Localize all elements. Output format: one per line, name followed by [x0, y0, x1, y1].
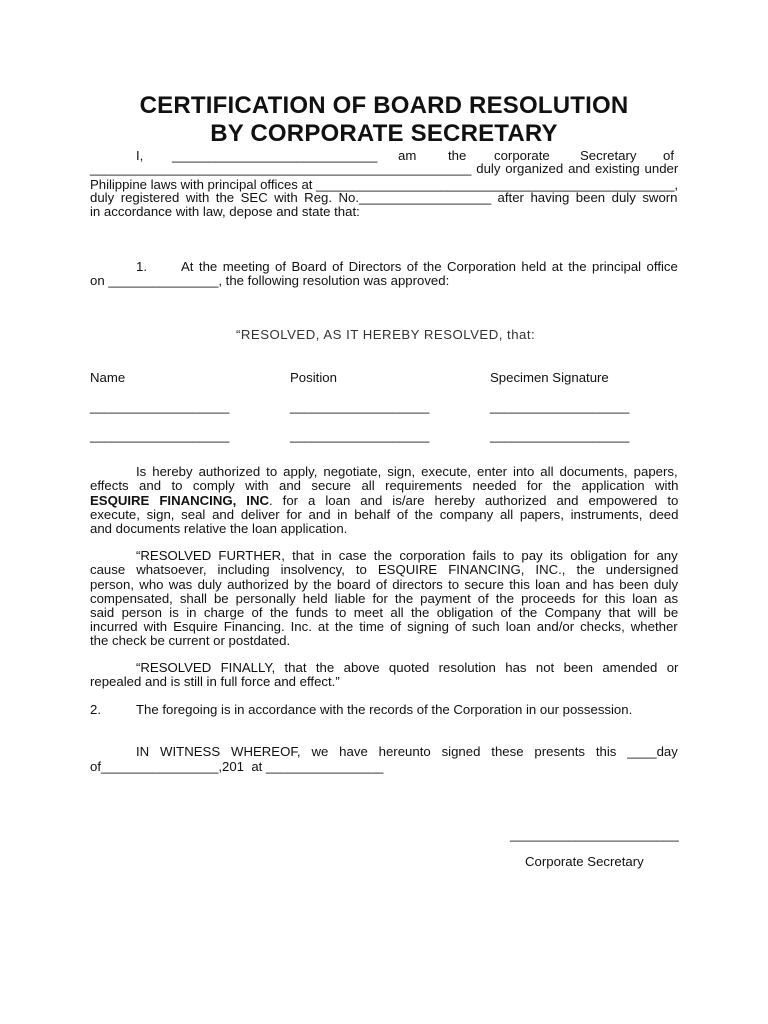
further-line-3: person, who was duly authorized by the board of directors to secure this loan and has been duly [90, 577, 679, 592]
intro-word-the: the [448, 148, 467, 163]
finally-line-2: repealed and is still in full force and effect.” [90, 674, 340, 689]
column-header-name: Name [90, 370, 126, 385]
intro-pronoun: I, [136, 148, 144, 163]
further-line-6: incurred with Esquire Financing. Inc. at the time of signing of such loan and/or checks, whether [90, 619, 678, 634]
intro-word-of: of [663, 148, 674, 163]
resolved-heading: “RESOLVED, AS IT HEREBY RESOLVED, that: [236, 327, 536, 342]
item-2-text: The foregoing is in accordance with the records of the Corporation in our possession. [136, 702, 633, 717]
item-1-number: 1. [136, 259, 147, 274]
intro-line-5: in accordance with law, depose and state that: [90, 204, 360, 219]
intro-line-2: ____________________________________________________ duly organized and existing under [90, 161, 679, 176]
position-blank-1: ___________________ [290, 399, 430, 414]
intro-word-corporate: corporate [494, 148, 550, 163]
further-line-4: compensated, shall be personally held liable for the payment of the proceeds for this loan as [90, 591, 679, 606]
intro-line-4: duly registered with the SEC with Reg. No.__________________ after having been duly sworn [90, 190, 678, 205]
signature-label: Corporate Secretary [525, 854, 644, 869]
intro-line-3: Philippine laws with principal offices at _________________________________________________, [90, 177, 679, 192]
further-line-2: cause whatsoever, including insolvency, to ESQUIRE FINANCING, INC., the undersigned [90, 562, 679, 577]
finally-line-1: “RESOLVED FINALLY, that the above quoted resolution has not been amended or [136, 660, 679, 675]
item-2-number: 2. [90, 702, 101, 717]
position-blank-2: ___________________ [290, 428, 430, 443]
item-1-line-1: At the meeting of Board of Directors of the Corporation held at the principal office [181, 259, 678, 274]
item-1-line-2: on _______________, the following resolution was approved: [90, 273, 450, 288]
document-title-line1: CERTIFICATION OF BOARD RESOLUTION [139, 92, 629, 119]
authorization-line-2: effects and to comply with and secure all requirements needed for the application with [90, 478, 679, 493]
further-line-1: “RESOLVED FURTHER, that in case the corporation fails to pay its obligation for any [136, 548, 678, 563]
further-line-7: the check be current or postdated. [90, 633, 291, 648]
authorization-line-4: execute, sign, seal and deliver for and in behalf of the company all papers, instruments, deed [90, 507, 679, 522]
intro-word-secretary: Secretary [580, 148, 637, 163]
authorization-line-1: Is hereby authorized to apply, negotiate, sign, execute, enter into all documents, papers, [136, 464, 678, 479]
lender-name: ESQUIRE FINANCING, INC [90, 493, 269, 508]
document-title-line2: BY CORPORATE SECRETARY [210, 120, 558, 147]
authorization-line-3: ESQUIRE FINANCING, INC. for a loan and is/are hereby authorized and empowered to [90, 493, 679, 508]
witness-line-1: IN WITNESS WHEREOF, we have hereunto signed these presents this ____day [136, 744, 678, 759]
secretary-name-blank: ____________________________ [172, 148, 378, 163]
intro-word-am: am [398, 148, 417, 163]
signature-blank-2: ___________________ [490, 428, 630, 443]
name-blank-1: ___________________ [90, 399, 230, 414]
column-header-signature: Specimen Signature [490, 370, 609, 385]
authorization-line-5: and documents relative the loan application. [90, 521, 348, 536]
column-header-position: Position [290, 370, 337, 385]
name-blank-2: ___________________ [90, 428, 230, 443]
signature-line: _______________________ [510, 827, 679, 842]
further-line-5: said person is in charge of the funds to meet all the obligation of the Company that will be [90, 605, 679, 620]
signature-blank-1: ___________________ [490, 399, 630, 414]
witness-line-2: of________________,201 at ________________ [90, 759, 384, 774]
